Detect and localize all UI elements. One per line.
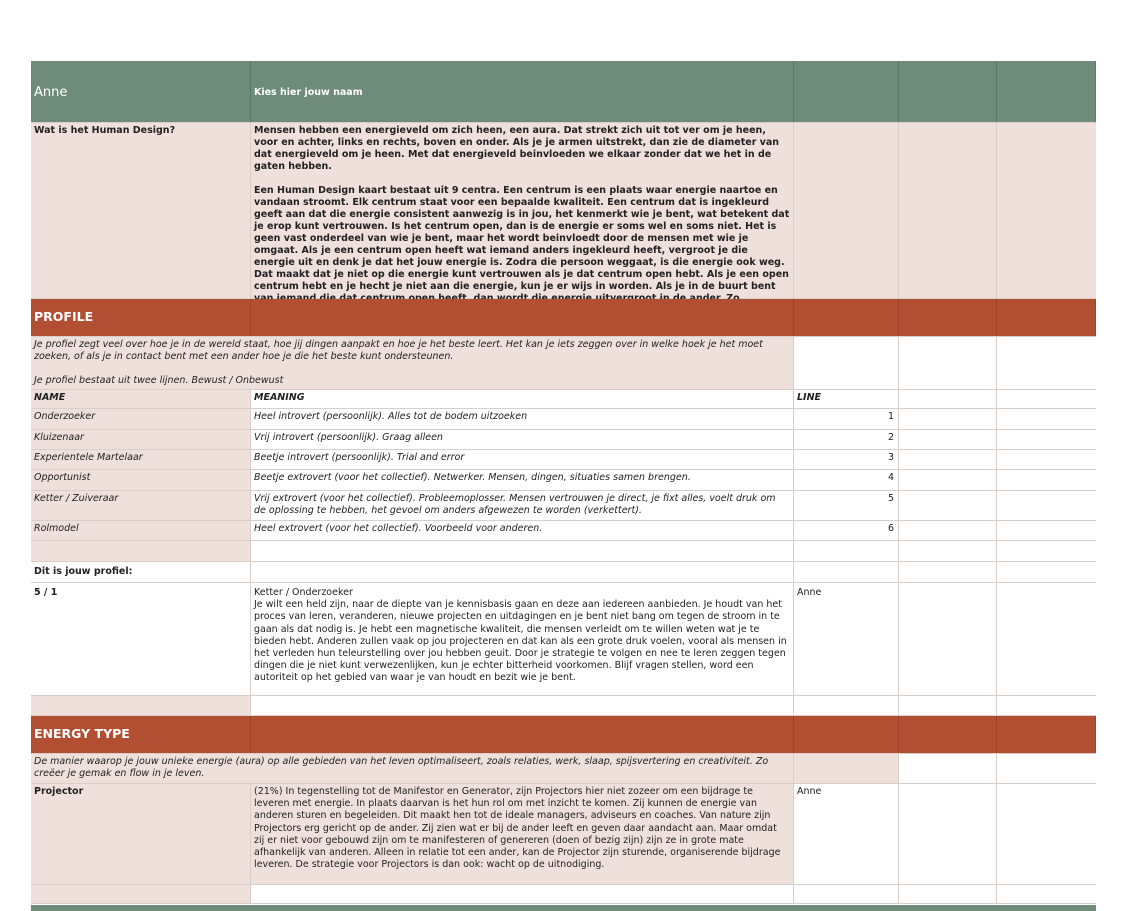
your-profile-text[interactable]: Ketter / Onderzoeker Je wilt een held zijn, naar de diepte van je kennisbasis gaan en deze aan iedereen aanbieden. Je houdt van het proces van leren, veranderen, nieuwe projecten en uitdagingen en je bent niet bang om tegen de stroom in te gaan als dat nodig is. Je hebt een magnetische kwaliteit, die mensen verleidt om te willen weten wat je te bieden hebt. Anderen zullen vaak op jou projecteren en dat kan als een grote druk voelen, vooral als mensen in het verleden hun teleurstelling over jou hebben geuit. Door je strategie te volgen en nee te leren zeggen tegen dingen die je niet kunt verwezenlijken, kun je echter bitterheid voorkomen. Blijf vragen stellen, word een autoriteit op het gebied van waar je van houdt en bezit wie je bent.	[251, 583, 794, 695]
empty-cell[interactable]	[794, 754, 899, 783]
table-row	[31, 409, 1096, 430]
line-name[interactable]: Ketter / Zuiveraar	[31, 491, 251, 520]
energy-type-text[interactable]: (21%) In tegenstelling tot de Manifestor en Generator, zijn Projectors hier niet zozeer om een bijdrage te leveren met energie. In plaats daarvan is het hun rol om met inzicht te komen. Zij kunnen de energie van anderen sturen en begeleiden. Dit maakt hen tot de ideale managers, adviseurs en coaches. Van nature zijn Projectors erg gericht op de ander. Zij zien wat er bij de ander leeft en geven daar aandacht aan. Maar omdat zij er niet voor gebouwd zijn om te manifesteren of genereren (doen of bezig zijn) zijn ze in grote mate afhankelijk van anderen. Alleen in relatie tot een ander, kan de Projector zijn sturende, organiserende bijdrage leveren. De strategie voor Projectors is dan ook: wacht op de uitnodiging.	[251, 784, 794, 884]
empty-cell[interactable]	[997, 61, 1096, 122]
line-meaning[interactable]: Heel introvert (persoonlijk). Alles tot de bodem uitzoeken	[251, 409, 794, 429]
empty-cell[interactable]	[899, 123, 997, 298]
profile-section-header	[31, 299, 1096, 337]
your-profile-label-row	[31, 562, 1096, 583]
empty-cell[interactable]	[899, 716, 997, 753]
empty-cell[interactable]	[997, 123, 1096, 298]
empty-cell[interactable]	[899, 696, 997, 715]
empty-cell[interactable]	[251, 299, 794, 336]
empty-cell[interactable]	[997, 541, 1096, 561]
empty-cell[interactable]	[794, 123, 899, 298]
empty-cell[interactable]	[997, 430, 1096, 449]
empty-cell[interactable]	[997, 299, 1096, 336]
empty-cell[interactable]	[899, 583, 997, 695]
line-name[interactable]: Kluizenaar	[31, 430, 251, 449]
profile-title[interactable]: PROFILE	[31, 299, 251, 336]
empty-cell[interactable]	[899, 409, 997, 429]
table-row	[31, 521, 1096, 541]
intro-label[interactable]: Wat is het Human Design?	[31, 123, 251, 298]
empty-row	[31, 885, 1096, 904]
empty-cell[interactable]	[997, 885, 1096, 903]
your-profile-row	[31, 583, 1096, 696]
table-row	[31, 430, 1096, 450]
energy-type-row	[31, 784, 1096, 885]
table-row	[31, 491, 1096, 521]
empty-cell[interactable]	[899, 337, 997, 389]
empty-cell[interactable]	[794, 716, 899, 753]
energy-description[interactable]: De manier waarop je jouw unieke energie (aura) op alle gebieden van het leven optimaliseert, zoals relaties, werk, slaap, spijsvertering en creativiteit. Zo creëer je gemak en flow in je leven.	[31, 754, 794, 783]
empty-cell[interactable]	[997, 583, 1096, 695]
empty-cell[interactable]	[997, 716, 1096, 753]
table-row	[31, 450, 1096, 470]
profile-column-headers	[31, 390, 1096, 409]
empty-cell[interactable]	[899, 885, 997, 903]
line-name[interactable]: Onderzoeker	[31, 409, 251, 429]
energy-description-row	[31, 754, 1096, 784]
line-meaning[interactable]: Heel extrovert (voor het collectief). Voorbeeld voor anderen.	[251, 521, 794, 540]
line-number[interactable]: 2	[794, 430, 899, 449]
empty-cell[interactable]	[899, 541, 997, 561]
your-profile-person[interactable]: Anne	[794, 583, 899, 695]
empty-cell[interactable]	[251, 716, 794, 753]
line-number[interactable]: 3	[794, 450, 899, 469]
empty-cell[interactable]	[794, 562, 899, 582]
empty-cell[interactable]	[899, 450, 997, 469]
empty-cell[interactable]	[997, 696, 1096, 715]
empty-cell[interactable]	[794, 337, 899, 389]
bottom-green-row	[31, 905, 1096, 911]
empty-row	[31, 541, 1096, 562]
empty-cell[interactable]	[794, 541, 899, 561]
line-number[interactable]: 4	[794, 470, 899, 490]
line-name[interactable]: Opportunist	[31, 470, 251, 490]
empty-cell[interactable]	[997, 450, 1096, 469]
empty-cell[interactable]	[997, 754, 1096, 783]
name-cell[interactable]: Anne	[31, 61, 251, 122]
empty-cell[interactable]	[997, 390, 1096, 408]
line-number[interactable]: 1	[794, 409, 899, 429]
empty-cell[interactable]	[251, 885, 794, 903]
empty-cell[interactable]	[794, 696, 899, 715]
column-header-line[interactable]: LINE	[794, 390, 899, 408]
empty-cell[interactable]	[899, 430, 997, 449]
line-name[interactable]: Experientele Martelaar	[31, 450, 251, 469]
empty-cell[interactable]	[899, 491, 997, 520]
line-name[interactable]: Rolmodel	[31, 521, 251, 540]
empty-cell[interactable]	[997, 409, 1096, 429]
header-row	[31, 61, 1096, 123]
empty-cell[interactable]	[31, 696, 251, 715]
empty-cell[interactable]	[899, 470, 997, 490]
profile-description[interactable]: Je profiel zegt veel over hoe je in de wereld staat, hoe jij dingen aanpakt en hoe je het beste leert. Het kan je iets zeggen over in welke hoek je het moet zoeken, of als je in contact bent met een ander hoe je die het beste kunt ondersteunen. Je profiel bestaat uit twee lijnen. Bewust / Onbewust	[31, 337, 794, 389]
your-profile-value[interactable]: 5 / 1	[31, 583, 251, 695]
empty-cell[interactable]	[251, 696, 794, 715]
empty-cell[interactable]	[31, 885, 251, 903]
line-number[interactable]: 6	[794, 521, 899, 540]
line-meaning[interactable]: Vrij introvert (persoonlijk). Graag alleen	[251, 430, 794, 449]
empty-cell[interactable]	[997, 491, 1096, 520]
line-meaning[interactable]: Vrij extrovert (voor het collectief). Probleemoplosser. Mensen vertrouwen je direct, je fixt alles, voelt druk om de oplossing te hebben, het gevoel om anders afgewezen te worden (verkettert).	[251, 491, 794, 520]
energy-section-header	[31, 716, 1096, 754]
name-prompt-cell[interactable]: Kies hier jouw naam	[251, 61, 794, 122]
empty-cell[interactable]	[997, 562, 1096, 582]
energy-type-label[interactable]: Projector	[31, 784, 251, 884]
empty-cell[interactable]	[899, 390, 997, 408]
intro-text[interactable]: Mensen hebben een energieveld om zich heen, een aura. Dat strekt zich uit tot ver om je heen, voor en achter, links en rechts, boven en onder. Als je je armen uitstrekt, dan zie de diameter van dat energieveld om je heen. Met dat energieveld beinvloeden we elkaar zonder dat we het in de gaten hebben. Een Human Design kaart bestaat uit 9 centra. Een centrum is een plaats waar energie naartoe en vandaan stroomt. Elk centrum staat voor een bepaalde kwaliteit. Een centrum dat is ingekleurd geeft aan dat die energie consistent aanwezig is in jou, het kenmerkt wie je bent, wat betekent dat je erop kunt vertrouwen. Is het centrum open, dan is de energie er soms wel en soms niet. Het is geen vast onderdeel van wie je bent, maar het wordt beinvloedt door de mensen met wie je omgaat. Als je een centrum open heeft wat iemand anders ingekleurd heeft, vergroot je die energie uit en denk je dat het jouw energie is. Zodra die persoon weggaat, is die energie ook weg. Dat maakt dat je niet op die energie kunt vertrouwen als je dat centrum open hebt. Als je een open centrum hebt en je hecht je niet aan die energie, kun je er wijs in worden. Als je in de buurt bent	[251, 123, 794, 298]
spreadsheet	[31, 61, 1096, 904]
energy-type-person[interactable]: Anne	[794, 784, 899, 884]
empty-cell[interactable]	[997, 784, 1096, 884]
empty-cell[interactable]	[899, 562, 997, 582]
empty-cell[interactable]	[794, 61, 899, 122]
empty-cell[interactable]	[251, 562, 794, 582]
empty-cell[interactable]	[31, 541, 251, 561]
your-profile-label[interactable]: Dit is jouw profiel:	[31, 562, 251, 582]
empty-cell[interactable]	[899, 784, 997, 884]
column-header-meaning[interactable]: MEANING	[251, 390, 794, 408]
empty-cell[interactable]	[794, 885, 899, 903]
empty-cell[interactable]	[899, 521, 997, 540]
energy-title[interactable]: ENERGY TYPE	[31, 716, 251, 753]
table-row	[31, 470, 1096, 491]
empty-cell[interactable]	[997, 337, 1096, 389]
empty-cell[interactable]	[251, 541, 794, 561]
line-number[interactable]: 5	[794, 491, 899, 520]
column-header-name[interactable]: NAME	[31, 390, 251, 408]
empty-cell[interactable]	[899, 299, 997, 336]
empty-row	[31, 696, 1096, 716]
empty-cell[interactable]	[997, 470, 1096, 490]
intro-row	[31, 123, 1096, 299]
line-meaning[interactable]: Beetje introvert (persoonlijk). Trial and error	[251, 450, 794, 469]
empty-cell[interactable]	[794, 299, 899, 336]
empty-cell[interactable]	[899, 754, 997, 783]
empty-cell[interactable]	[899, 61, 997, 122]
empty-cell[interactable]	[997, 521, 1096, 540]
line-meaning[interactable]: Beetje extrovert (voor het collectief). Netwerker. Mensen, dingen, situaties samen brengen.	[251, 470, 794, 490]
profile-description-row	[31, 337, 1096, 390]
